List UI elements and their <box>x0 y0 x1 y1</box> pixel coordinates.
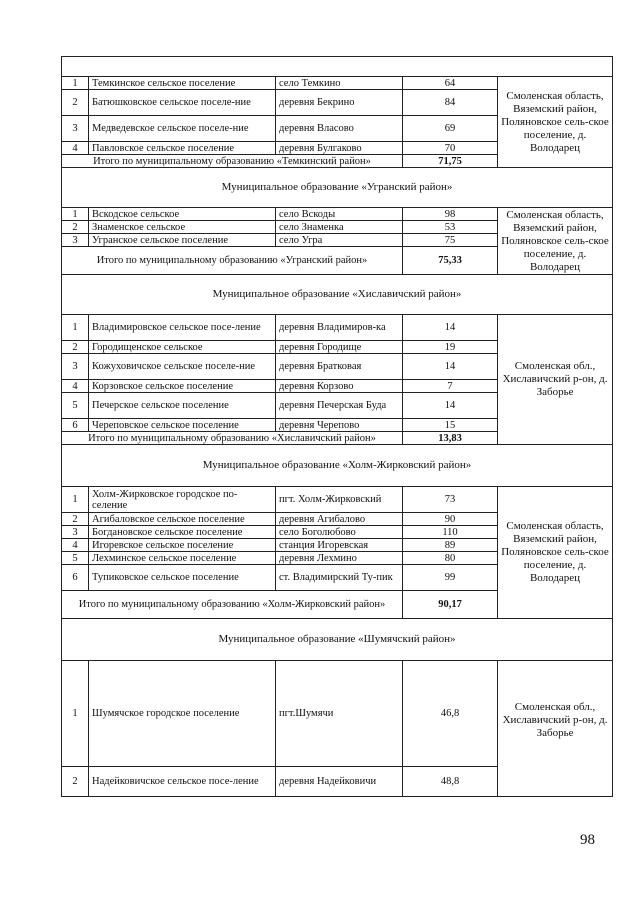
settlement-name: Павловское сельское поселение <box>89 142 276 155</box>
municipality-header-row <box>62 445 613 487</box>
total-label: Итого по муниципальному образованию «Холм-Жирковский район» <box>62 591 403 619</box>
municipality-header: Муниципальное образование «Холм-Жирковский район» <box>62 445 613 487</box>
location-cell: Смоленская область, Вяземский район, Поляновское сель-ское поселение, д. Володарец <box>498 208 613 275</box>
row-number: 2 <box>62 90 89 116</box>
location-cell: Смоленская область, Вяземский район, Поляновское сель-ское поселение, д. Володарец <box>498 77 613 168</box>
settlement-name: Тупиковское сельское поселение <box>89 565 276 591</box>
table-top-strip <box>62 57 613 77</box>
settlement-center: ст. Владимирский Ту-пик <box>276 565 403 591</box>
settlement-center: село Угра <box>276 234 403 247</box>
settlement-name: Шумячское городское поселение <box>89 661 276 767</box>
row-value: 73 <box>403 487 498 513</box>
row-number: 1 <box>62 661 89 767</box>
location-cell: Смоленская обл., Хиславичский р-он, д. Заборье <box>498 315 613 445</box>
settlement-name: Знаменское сельское <box>89 221 276 234</box>
settlement-name: Владимировское сельское посе-ление <box>89 315 276 341</box>
settlements-table <box>61 56 613 797</box>
row-value: 15 <box>403 419 498 432</box>
settlement-name: Надейковичское сельское посе-ление <box>89 767 276 797</box>
settlement-center: пгт. Холм-Жирковский <box>276 487 403 513</box>
row-number: 6 <box>62 419 89 432</box>
settlement-center: деревня Корзово <box>276 380 403 393</box>
row-value: 70 <box>403 142 498 155</box>
settlement-name: Угранское сельское поселение <box>89 234 276 247</box>
row-value: 90 <box>403 513 498 526</box>
settlement-name: Холм-Жирковское городское по-селение <box>89 487 276 513</box>
settlement-center: станция Игоревская <box>276 539 403 552</box>
row-number: 5 <box>62 393 89 419</box>
settlement-center: деревня Печерская Буда <box>276 393 403 419</box>
total-value: 13,83 <box>403 432 498 445</box>
row-value: 110 <box>403 526 498 539</box>
total-value: 71,75 <box>403 155 498 168</box>
settlement-center: деревня Владимиров-ка <box>276 315 403 341</box>
settlement-center: деревня Надейковичи <box>276 767 403 797</box>
settlement-center: деревня Городище <box>276 341 403 354</box>
total-label: Итого по муниципальному образованию «Хиславичский район» <box>62 432 403 445</box>
location-cell: Смоленская область, Вяземский район, Поляновское сель-ское поселение, д. Володарец <box>498 487 613 619</box>
document-page <box>61 56 612 797</box>
settlement-center: село Вскоды <box>276 208 403 221</box>
settlement-center: деревня Булгаково <box>276 142 403 155</box>
settlement-center: пгт.Шумячи <box>276 661 403 767</box>
row-number: 5 <box>62 552 89 565</box>
settlement-center: деревня Агибалово <box>276 513 403 526</box>
row-number: 2 <box>62 221 89 234</box>
settlement-name: Медведевское сельское поселе-ние <box>89 116 276 142</box>
row-number: 1 <box>62 208 89 221</box>
table-row <box>62 208 613 221</box>
row-value: 69 <box>403 116 498 142</box>
settlement-name: Печерское сельское поселение <box>89 393 276 419</box>
row-value: 14 <box>403 393 498 419</box>
total-label: Итого по муниципальному образованию «Темкинский район» <box>62 155 403 168</box>
total-value: 75,33 <box>403 247 498 275</box>
settlement-name: Темкинское сельское поселение <box>89 77 276 90</box>
settlement-name: Кожуховичское сельское поселе-ние <box>89 354 276 380</box>
settlement-name: Городищенское сельское <box>89 341 276 354</box>
page-number: 98 <box>580 832 595 848</box>
settlement-center: село Темкино <box>276 77 403 90</box>
settlement-center: деревня Лехмино <box>276 552 403 565</box>
row-number: 4 <box>62 380 89 393</box>
row-value: 14 <box>403 315 498 341</box>
row-value: 53 <box>403 221 498 234</box>
settlement-name: Игоревское сельское поселение <box>89 539 276 552</box>
row-value: 80 <box>403 552 498 565</box>
settlement-center: деревня Черепово <box>276 419 403 432</box>
settlement-center: деревня Власово <box>276 116 403 142</box>
row-value: 89 <box>403 539 498 552</box>
row-value: 48,8 <box>403 767 498 797</box>
row-number: 1 <box>62 77 89 90</box>
row-number: 6 <box>62 565 89 591</box>
row-number: 3 <box>62 234 89 247</box>
municipality-header-row <box>62 619 613 661</box>
settlement-name: Череповское сельское поселение <box>89 419 276 432</box>
settlement-center: село Боголюбово <box>276 526 403 539</box>
row-value: 84 <box>403 90 498 116</box>
row-number: 2 <box>62 341 89 354</box>
location-cell: Смоленская обл., Хиславичский р-он, д. Заборье <box>498 661 613 797</box>
municipality-header-row <box>62 168 613 208</box>
table-row <box>62 77 613 90</box>
row-number: 2 <box>62 767 89 797</box>
row-number: 1 <box>62 315 89 341</box>
settlement-name: Богдановское сельское поселение <box>89 526 276 539</box>
municipality-header: Муниципальное образование «Угранский район» <box>62 168 613 208</box>
settlement-center: село Знаменка <box>276 221 403 234</box>
row-value: 75 <box>403 234 498 247</box>
row-number: 3 <box>62 526 89 539</box>
row-value: 19 <box>403 341 498 354</box>
row-value: 46,8 <box>403 661 498 767</box>
row-number: 4 <box>62 539 89 552</box>
row-value: 14 <box>403 354 498 380</box>
settlement-name: Агибаловское сельское поселение <box>89 513 276 526</box>
row-number: 4 <box>62 142 89 155</box>
row-number: 3 <box>62 354 89 380</box>
municipality-header-row <box>62 275 613 315</box>
settlement-center: деревня Братковая <box>276 354 403 380</box>
table-row <box>62 661 613 767</box>
total-label: Итого по муниципальному образованию «Угранский район» <box>62 247 403 275</box>
municipality-header: Муниципальное образование «Хиславичский район» <box>62 275 613 315</box>
municipality-header: Муниципальное образование «Шумячский район» <box>62 619 613 661</box>
total-value: 90,17 <box>403 591 498 619</box>
settlement-name: Корзовское сельское поселение <box>89 380 276 393</box>
row-value: 99 <box>403 565 498 591</box>
row-number: 1 <box>62 487 89 513</box>
settlement-name: Вскодское сельское <box>89 208 276 221</box>
row-number: 2 <box>62 513 89 526</box>
settlement-center: деревня Бекрино <box>276 90 403 116</box>
settlement-name: Лехминское сельское поселение <box>89 552 276 565</box>
settlement-name: Батюшковское сельское поселе-ние <box>89 90 276 116</box>
row-value: 98 <box>403 208 498 221</box>
row-value: 64 <box>403 77 498 90</box>
row-value: 7 <box>403 380 498 393</box>
table-row <box>62 315 613 341</box>
table-row <box>62 487 613 513</box>
row-number: 3 <box>62 116 89 142</box>
